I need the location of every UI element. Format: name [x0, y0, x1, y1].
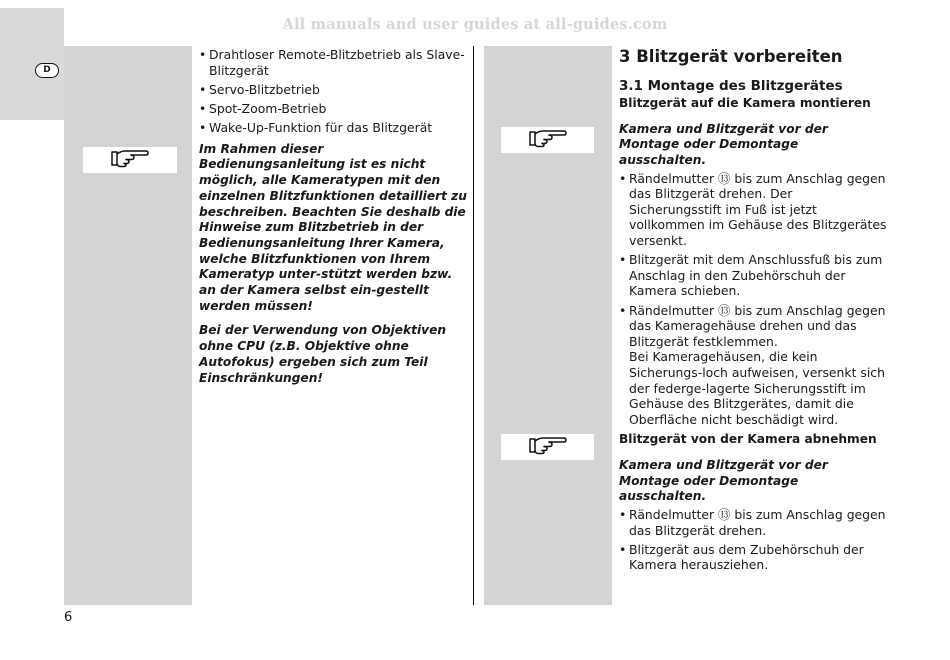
- list-item-continuation: Bei Kameragehäusen, die kein Sicherungs-loch aufweisen, versenkt sich der federge-lagerte Sicherungsstift im Gehäuse des Blitzgerätes, damit die Oberfläche nicht beschädigt wird.: [629, 349, 885, 427]
- column-divider: [473, 46, 474, 605]
- note-marker-right-2: [501, 434, 594, 460]
- remove-steps: [619, 507, 887, 573]
- note-marker-right-1: [501, 127, 594, 153]
- pointing-hand-icon: [110, 147, 150, 169]
- left-text-column: [199, 47, 467, 386]
- left-margin-column: [64, 46, 192, 605]
- list-item: • Blitzgerät mit dem Anschlussfuß bis zum Anschlag in den Zubehörschuh der Kamera schieben.: [619, 252, 887, 299]
- note-paragraph: Im Rahmen dieser Bedienungsanleitung ist es nicht möglich, alle Kameratypen mit den einzelnen Blitzfunktionen detailliert zu beschreiben. Beachten Sie deshalb die Hinweise zum Blitzbetrieb in der Bedienungsanleitung Ihrer Kamera, welche Blitzfunktionen von Ihrem Kameratyp unter-stützt werden bzw. an der Kamera selbst ein-gestellt werden müssen!: [199, 141, 467, 313]
- list-item: • Rändelmutter ⑬ bis zum Anschlag gegen das Blitzgerät drehen.: [619, 507, 887, 538]
- mount-steps: [619, 171, 887, 428]
- pointing-hand-icon: [528, 127, 568, 149]
- watermark: All manuals and user guides at all-guides.com: [282, 16, 668, 33]
- language-badge: D: [35, 63, 59, 78]
- list-item-text: Rändelmutter ⑬ bis zum Anschlag gegen das Kameragehäuse drehen und das Blitzgerät festklemmen.: [629, 302, 886, 349]
- mount-note: Kamera und Blitzgerät vor der Montage oder Demontage ausschalten.: [619, 121, 828, 167]
- mount-heading: Blitzgerät auf die Kamera montieren: [619, 96, 871, 110]
- list-item: • Blitzgerät aus dem Zubehörschuh der Kamera herausziehen.: [619, 542, 887, 573]
- pointing-hand-icon: [528, 434, 568, 456]
- list-item: • Spot-Zoom-Betrieb: [199, 101, 467, 117]
- remove-note: Kamera und Blitzgerät vor der Montage oder Demontage ausschalten.: [619, 457, 828, 504]
- note-paragraph: Bei der Verwendung von Objektiven ohne CPU (z.B. Objektive ohne Autofokus) ergeben sich zum Teil Einschränkungen!: [199, 323, 447, 385]
- list-item: • Rändelmutter ⑬ bis zum Anschlag gegen das Blitzgerät drehen. Der Sicherungsstift im Fuß ist jetzt vollkommen im Gehäuse des Blitzgerätes versenkt.: [619, 171, 887, 249]
- list-item: • Wake-Up-Funktion für das Blitzgerät: [199, 120, 467, 136]
- subsection-title: 3.1 Montage des Blitzgerätes: [619, 78, 843, 94]
- section-title: 3 Blitzgerät vorbereiten: [619, 47, 843, 66]
- right-text-column: [619, 47, 887, 577]
- remove-heading: Blitzgerät von der Kamera abnehmen: [619, 432, 877, 447]
- list-item: • Servo-Blitzbetrieb: [199, 82, 467, 98]
- note-marker-left: [83, 147, 177, 173]
- list-item: • Drahtloser Remote-Blitzbetrieb als Slave-Blitzgerät: [199, 47, 467, 78]
- page-number: 6: [64, 610, 73, 625]
- feature-list: [199, 47, 467, 136]
- list-item: [619, 303, 887, 428]
